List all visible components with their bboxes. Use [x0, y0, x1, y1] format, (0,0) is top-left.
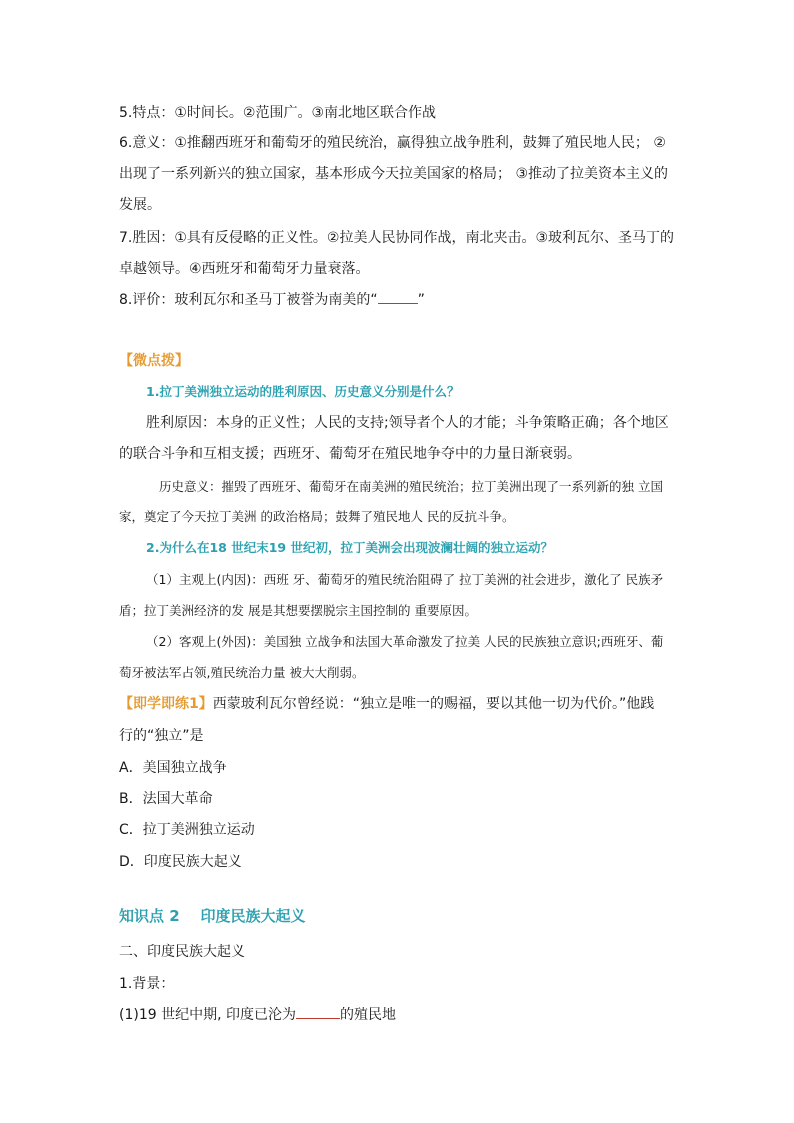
practice-tag: 【即学即练1】 — [119, 696, 213, 712]
fill-blank[interactable] — [378, 291, 418, 304]
significance-line-3: 发展。 — [119, 197, 161, 213]
historical-significance-para-2: 家，奠定了今天拉丁美洲 的政治格局；鼓舞了殖民地人 民的反抗斗争。 — [119, 509, 515, 524]
objective-reason-para-1: （2）客观上(外因)：美国独 立战争和法国大革命激发了拉美 人民的民族独立意识;西班牙、葡 — [146, 634, 664, 649]
micro-tip-heading: 【微点拨】 — [119, 353, 189, 369]
evaluation-line — [119, 290, 425, 310]
practice-stem-text: 西蒙玻利瓦尔曾经说：“独立是唯一的赐福，要以其他一切为代价。”他践 — [212, 696, 655, 712]
background-item-1 — [119, 1005, 396, 1025]
practice-stem-line-1 — [119, 694, 654, 714]
significance-line-2: 出现了一系列新兴的独立国家，基本形成今天拉美国家的格局； ③推动了拉美资本主义的 — [119, 166, 668, 182]
background-item-1-suffix: 的殖民地 — [340, 1007, 396, 1023]
victory-reasons-line-1: 7.胜因：①具有反侵略的正义性。②拉美人民协同作战，南北夹击。③玻利瓦尔、圣马丁的 — [119, 230, 675, 246]
victory-reasons-line-2: 卓越领导。④西班牙和葡萄牙力量衰落。 — [119, 261, 370, 277]
subjective-reason-para-1: （1）主观上(内因)：西班 牙、葡萄牙的殖民统治阻碍了 拉丁美洲的社会进步，激化了 民族矛 — [146, 572, 664, 587]
section-2-title: 二、印度民族大起义 — [119, 944, 245, 960]
option-a[interactable]: A．美国独立战争 — [119, 760, 227, 776]
evaluation-suffix: ” — [417, 292, 425, 308]
option-d[interactable]: D．印度民族大起义 — [119, 854, 242, 870]
option-c[interactable]: C．拉丁美洲独立运动 — [119, 822, 255, 838]
micro-question-1: 1.拉丁美洲独立运动的胜利原因、历史意义分别是什么？ — [146, 384, 460, 399]
victory-cause-para-2: 的联合斗争和互相支援；西班牙、葡萄牙在殖民地争夺中的力量日渐衰弱。 — [119, 446, 581, 462]
background-label: 1.背景： — [119, 976, 175, 992]
fill-blank-colony[interactable] — [296, 1006, 340, 1019]
historical-significance-para-1: 历史意义：摧毁了西班牙、葡萄牙在南美洲的殖民统治；拉丁美洲出现了一系列新的独 立国 — [159, 479, 663, 494]
micro-question-2: 2.为什么在18 世纪末19 世纪初，拉丁美洲会出现波澜壮阔的独立运动？ — [146, 540, 553, 555]
background-item-1-prefix: (1)19 世纪中期, 印度已沦为 — [119, 1007, 296, 1023]
subjective-reason-para-2: 盾；拉丁美洲经济的发 展是其想要摆脱宗主国控制的 重要原因。 — [119, 603, 477, 618]
feature-line: 5.特点：①时间长。②范围广。③南北地区联合作战 — [119, 105, 437, 121]
victory-cause-para-1: 胜利原因：本身的正义性；人民的支持;领导者个人的才能；斗争策略正确；各个地区 — [146, 415, 669, 431]
evaluation-prefix: 8.评价：玻利瓦尔和圣马丁被誉为南美的“ — [119, 292, 378, 308]
knowledge-point-2-heading: 知识点 2 印度民族大起义 — [119, 907, 306, 925]
option-b[interactable]: B．法国大革命 — [119, 791, 213, 807]
objective-reason-para-2: 萄牙被法军占领,殖民统治力量 被大大削弱。 — [119, 665, 365, 680]
practice-stem-line-2: 行的“独立”是 — [119, 728, 204, 744]
significance-line-1: 6.意义：①推翻西班牙和葡萄牙的殖民统治，赢得独立战争胜利，鼓舞了殖民地人民； ② — [119, 135, 666, 151]
